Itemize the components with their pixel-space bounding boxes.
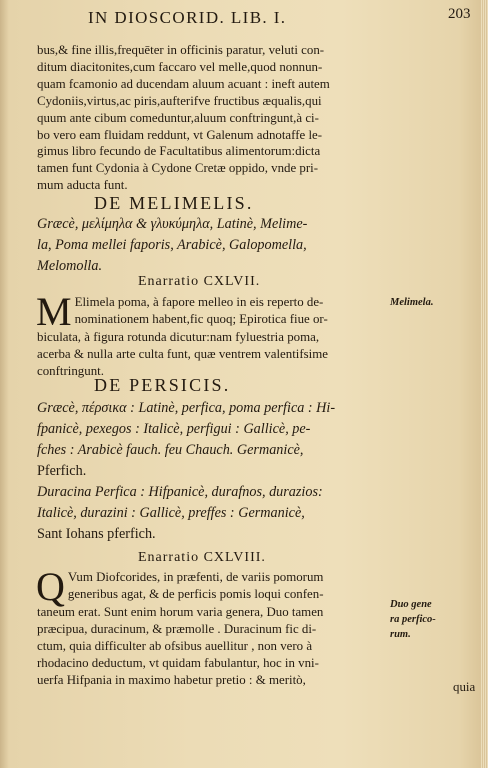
margin-note-melimela: Melimela. [390,297,434,308]
names-line: Græcè, πέρσικα : Latinè, perfica, poma perfica : Hi- [37,400,336,416]
paragraph-persica [36,564,383,689]
text-line: bus,& fine illis,frequēter in officinis paratur, veluti con- [37,43,325,57]
text-line: Elimela poma, à fapore melleo in eis reperto de- [74,295,324,309]
enarratio-heading: Enarratio CXLVIII. [138,550,266,565]
names-line: Duracina Perfica : Hifpanicè, durafnos, durazios: [37,484,323,500]
page-edge [480,0,488,768]
text-line: Cydoniis,virtus,ac piris,aufterifve fructibus æqualis,qui [37,93,322,108]
running-header: IN DIOSCORID. LIB. I. [88,8,287,27]
page-number: 203 [448,6,471,22]
names-line: fches : Arabicè fauch. feu Chauch. Germanicè, [37,442,304,458]
text-line: quum ante cibum comeduntur,aluum conftringunt,à ci- [37,110,319,125]
enarratio-heading: Enarratio CXLVII. [138,274,261,289]
margin-note-persica [390,597,436,642]
text-line: ctum, quia difficulter ab ofsibus auellitur , non vero à [37,638,313,653]
names-line: Melomolla. [37,258,103,274]
text-line: quam fcamonio ad ducendam aluum acuant : ineft autem [37,76,330,91]
text-line: nominationem habent,fic quoq; Epirotica fiue or- [74,311,328,326]
names-persicis [37,398,383,545]
text-line: Vum Diofcorides, in præfenti, de variis pomorum [67,570,324,584]
text-line: præcipua, duracinum, & præmolle . Duracinum fic di- [37,621,317,636]
paragraph-cydonia [37,42,383,194]
drop-cap: M [36,289,72,334]
paragraph-melimela [36,289,383,380]
text-line: biculata, à figura rotunda dicutur:nam fyluestria poma, [37,330,320,344]
margin-note-line: ra perfico- [390,614,436,625]
text-line: tamen funt Cydonia à Cydone Cretæ oppido, vnde pri- [37,161,319,176]
names-line: Sant Iohans pferfich. [37,526,156,542]
margin-note-line: rum. [390,629,411,640]
margin-note-line: Duo gene [390,599,432,610]
names-line: fpanicè, pexegos : Italicè, perfigui : Gallicè, pe- [37,421,311,437]
text-line: acerba & nulla arte culta funt, quæ ventrem valentifsime [37,346,329,361]
names-line: la, Poma mellei faporis, Arabicè, Galopomella, [37,237,307,253]
section-heading-persicis: DE PERSICIS. [94,375,231,395]
text-line: taneum erat. Sunt enim horum varia genera, Duo tamen [37,605,324,619]
text-line: bo vero eam fluidam reddunt, vt Galenum adnotaffe le- [37,127,323,142]
catchword: quia [453,680,476,694]
text-line: conftringunt. [37,363,104,378]
names-line: Pferfich. [37,463,87,479]
names-line: Italicè, durazini : Gallicè, preffes : Germanicè, [37,505,305,521]
text-line: uerfa Hifpania in maximo habetur pretio : & meritò, [37,672,306,687]
text-line: gimus libro fecundo de Facultatibus alimentorum:dicta [37,144,321,159]
text-line: generibus agat, & de perficis pomis loqui confen- [67,586,324,601]
names-line: Græcè, μελίμηλα & γλυκύμηλα, Latinè, Melime- [37,216,308,232]
text-line: mum aducta funt. [37,178,128,193]
section-heading-melimelis: DE MELIMELIS. [94,193,254,213]
text-line: ditum diacitonites,cum faccaro vel melle,quod nonnun- [37,59,323,74]
text-line: rhodacino deductum, vt quidam fabulantur, hoc in vni- [37,655,319,670]
names-melimelis [37,214,383,277]
drop-cap: Q [36,564,65,609]
